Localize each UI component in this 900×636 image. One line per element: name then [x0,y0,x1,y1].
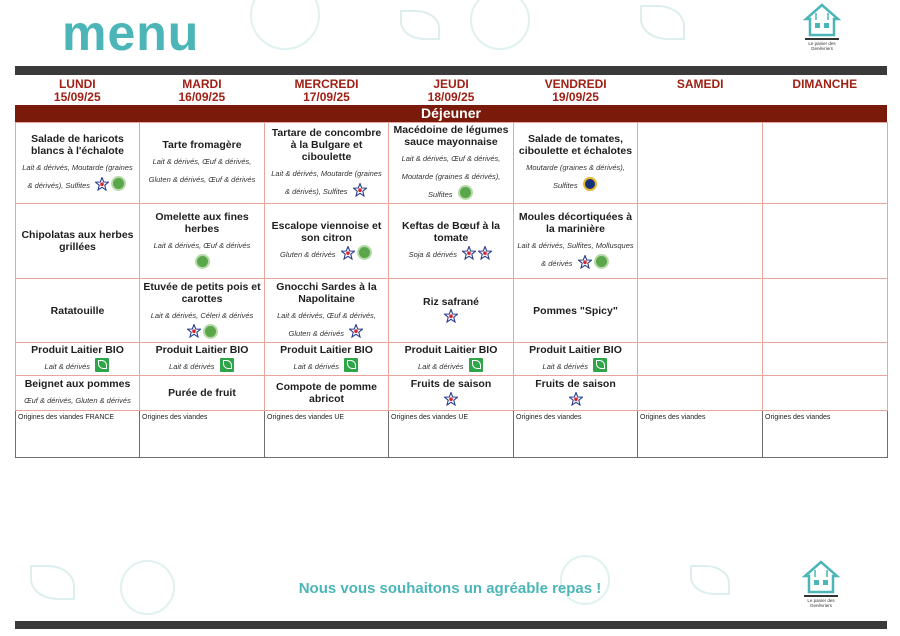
meat-origin-cell: Origines des viandes FRANCE [16,411,140,458]
dish-name: Produit Laitier BIO [31,344,124,356]
star-icon [444,392,458,406]
allergen-line [143,235,261,271]
day-header [15,78,140,106]
dish-name: Produit Laitier BIO [280,344,373,356]
star-icon [341,246,355,260]
menu-cell [389,343,514,376]
house-icon [802,560,840,594]
menu-cell [389,123,514,204]
menu-row [16,376,888,411]
star-icon [353,183,367,197]
menu-cell [763,123,888,204]
page-title: menu [62,5,200,61]
menu-cell [763,376,888,411]
dish-name: Keftas de Bœuf à la tomate [401,220,501,244]
dish-name: Pommes "Spicy" [533,304,618,317]
menu-cell [389,204,514,279]
day-date: 16/09/25 [178,90,226,104]
menu-row [16,123,888,204]
dish-name: Purée de fruit [168,387,236,399]
menu-cell [389,376,514,411]
menu-cell [638,343,763,376]
allergen-line [268,305,385,341]
allergen-text: Soja & dérivés [408,250,457,259]
dish-name: Moules décortiquées à la marinière [518,211,633,235]
allergen-text: Gluten & dérivés [280,250,336,259]
allergen-line [392,244,510,262]
menu-cell [265,204,389,279]
allergen-text: Lait & dérivés [169,362,215,371]
brand-logo [801,3,843,51]
closing-message: Nous vous souhaitons un agréable repas ! [298,580,602,597]
organic-leaf-icon [95,358,109,372]
allergen-line [517,235,634,271]
dish-name: Beignet aux pommes [24,378,131,390]
day-name: JEUDI [433,77,469,91]
menu-cell [514,279,638,343]
menu-row [16,204,888,279]
meat-origin-cell: Origines des viandes [638,411,763,458]
dish-name: Produit Laitier BIO [529,344,622,356]
menu-cell [638,204,763,279]
allergen-text: Lait & dérivés [44,362,90,371]
allergen-text: Lait & dérivés, Moutarde (graines & dérivés), Sulfites [271,169,382,196]
dish-name: Escalope viennoise et son citron [271,220,382,244]
allergen-text: Lait & dérivés, Œuf & dérivés [153,241,251,250]
star-icon [462,246,476,260]
green-seal-icon [195,254,210,269]
logo-name-line2: Genêvriers [809,603,832,608]
allergen-line [143,356,261,374]
day-header [264,78,389,106]
menu-cell [638,279,763,343]
day-header [762,78,887,106]
dish-name: Macédoine de légumes sauce mayonnaise [393,124,509,148]
menu-row [16,343,888,376]
allergen-line [517,390,634,408]
star-icon [95,177,109,191]
logo-divider [805,38,839,40]
allergen-line [517,157,634,193]
allergen-line [392,148,510,202]
green-seal-icon [203,324,218,339]
dish-name: Tartare de concombre à la Bulgare et ciboulette [271,127,382,163]
allergen-text: Lait & dérivés [542,362,588,371]
menu-cell [16,204,140,279]
day-date: 19/09/25 [552,90,599,104]
allergen-line [19,157,136,193]
menu-cell [514,376,638,411]
label-rouge-icon [583,177,597,191]
decorative-plate-sketch [470,0,530,50]
allergen-line [143,305,261,341]
meat-origin-cell: Origines des viandes UE [389,411,514,458]
logo-name-line2: Genêvriers [810,46,833,51]
day-header [140,78,265,106]
menu-cell [140,343,265,376]
allergen-text: Lait & dérivés, Œuf & dérivés, Gluten & dérivés, Œuf & dérivés [148,157,256,184]
green-seal-icon [357,245,372,260]
menu-table [15,122,888,458]
logo-name-line1: Le panier des [807,598,835,603]
decorative-leaf-sketch [640,5,685,40]
allergen-line [517,356,634,374]
day-date: 18/09/25 [427,90,475,104]
header-bar [15,66,887,75]
star-icon [569,392,583,406]
allergen-text: Lait & dérivés [418,362,464,371]
menu-cell [265,123,389,204]
meat-origin-cell: Origines des viandes [140,411,265,458]
house-icon [803,3,841,37]
day-header [638,78,763,106]
decorative-leaf-sketch [400,10,440,40]
star-icon [578,255,592,269]
allergen-line [268,244,385,262]
menu-cell [514,204,638,279]
day-date: 15/09/25 [53,90,101,104]
meat-origins-row [16,411,888,458]
day-name: LUNDI [58,77,96,91]
allergen-text: Lait & dérivés, Sulfites, Mollusques & dérivés [517,241,634,268]
dish-name: Fruits de saison [535,378,616,390]
menu-cell [638,376,763,411]
menu-cell [16,279,140,343]
menu-cell [140,123,265,204]
allergen-line [392,308,510,326]
section-title-dejeuner: Déjeuner [15,105,887,122]
allergen-text: Lait & dérivés, Œuf & dérivés, Moutarde (graines & dérivés), Sulfites [401,154,501,199]
allergen-text: Lait & dérivés [293,362,339,371]
dish-name: Chipolatas aux herbes grillées [21,229,134,253]
star-icon [444,309,458,323]
organic-leaf-icon [593,358,607,372]
menu-cell [265,376,389,411]
allergen-line [143,151,261,187]
day-name: MERCREDI [294,77,359,91]
menu-cell [638,123,763,204]
day-name: VENDREDI [544,77,607,91]
allergen-line [392,390,510,408]
day-header [389,78,514,106]
logo-divider [804,595,838,597]
menu-cell [16,376,140,411]
allergen-line [392,356,510,374]
allergen-line [268,163,385,199]
menu-cell [265,279,389,343]
menu-cell [514,123,638,204]
logo-name-line1: Le panier des [808,41,836,46]
decorative-plate-sketch [250,0,320,50]
organic-leaf-icon [220,358,234,372]
allergen-text: Lait & dérivés, Moutarde (graines & dérivés), Sulfites [22,163,133,190]
menu-cell [265,343,389,376]
menu-cell [140,204,265,279]
menu-cell [140,376,265,411]
organic-leaf-icon [469,358,483,372]
organic-leaf-icon [344,358,358,372]
day-date: 17/09/25 [303,90,350,104]
star-icon [187,324,201,338]
menu-cell [763,204,888,279]
allergen-line [19,356,136,374]
footer-bar [15,621,887,629]
menu-cell [763,279,888,343]
day-header [513,78,638,106]
dish-name: Gnocchi Sardes à la Napolitaine [276,280,377,305]
menu-cell [389,279,514,343]
brand-logo-footer [800,560,842,608]
dish-name: Produit Laitier BIO [155,344,249,356]
allergen-text: Lait & dérivés, Céleri & dérivés [150,310,254,320]
dish-name: Tarte fromagère [162,139,242,151]
green-seal-icon [111,176,126,191]
green-seal-icon [458,185,473,200]
menu-cell [140,279,265,343]
menu-cell [514,343,638,376]
dish-name: Ratatouille [50,304,105,317]
day-name: MARDI [182,77,222,91]
day-name: DIMANCHE [792,77,858,91]
meat-origin-cell: Origines des viandes [763,411,888,458]
dish-name: Fruits de saison [410,378,492,390]
day-name: SAMEDI [676,77,724,91]
allergen-text: Moutarde (graines & dérivés), Sulfites [526,163,625,190]
meat-origin-cell: Origines des viandes [514,411,638,458]
day-header-row [15,78,887,106]
allergen-line [268,356,385,374]
menu-cell [763,343,888,376]
menu-cell [16,123,140,204]
green-seal-icon [594,254,609,269]
star-icon [478,246,492,260]
dish-name: Salade de haricots blancs à l'échalote [31,133,124,157]
allergen-text: Œuf & dérivés, Gluten & dérivés [24,396,131,405]
dish-name: Omelette aux fines herbes [155,211,249,235]
dish-name: Etuvée de petits pois et carottes [143,280,261,305]
menu-cell [16,343,140,376]
dish-name: Riz safrané [422,295,480,308]
star-icon [349,324,363,338]
allergen-text: Lait & dérivés, Œuf & dérivés, Gluten & dérivés [277,310,376,338]
menu-row [16,279,888,343]
dish-name: Compote de pomme abricot [276,381,377,405]
meat-origin-cell: Origines des viandes UE [265,411,389,458]
dish-name: Salade de tomates, ciboulette et échalotes [518,133,633,157]
dish-name: Produit Laitier BIO [404,344,498,356]
allergen-line [19,390,136,408]
